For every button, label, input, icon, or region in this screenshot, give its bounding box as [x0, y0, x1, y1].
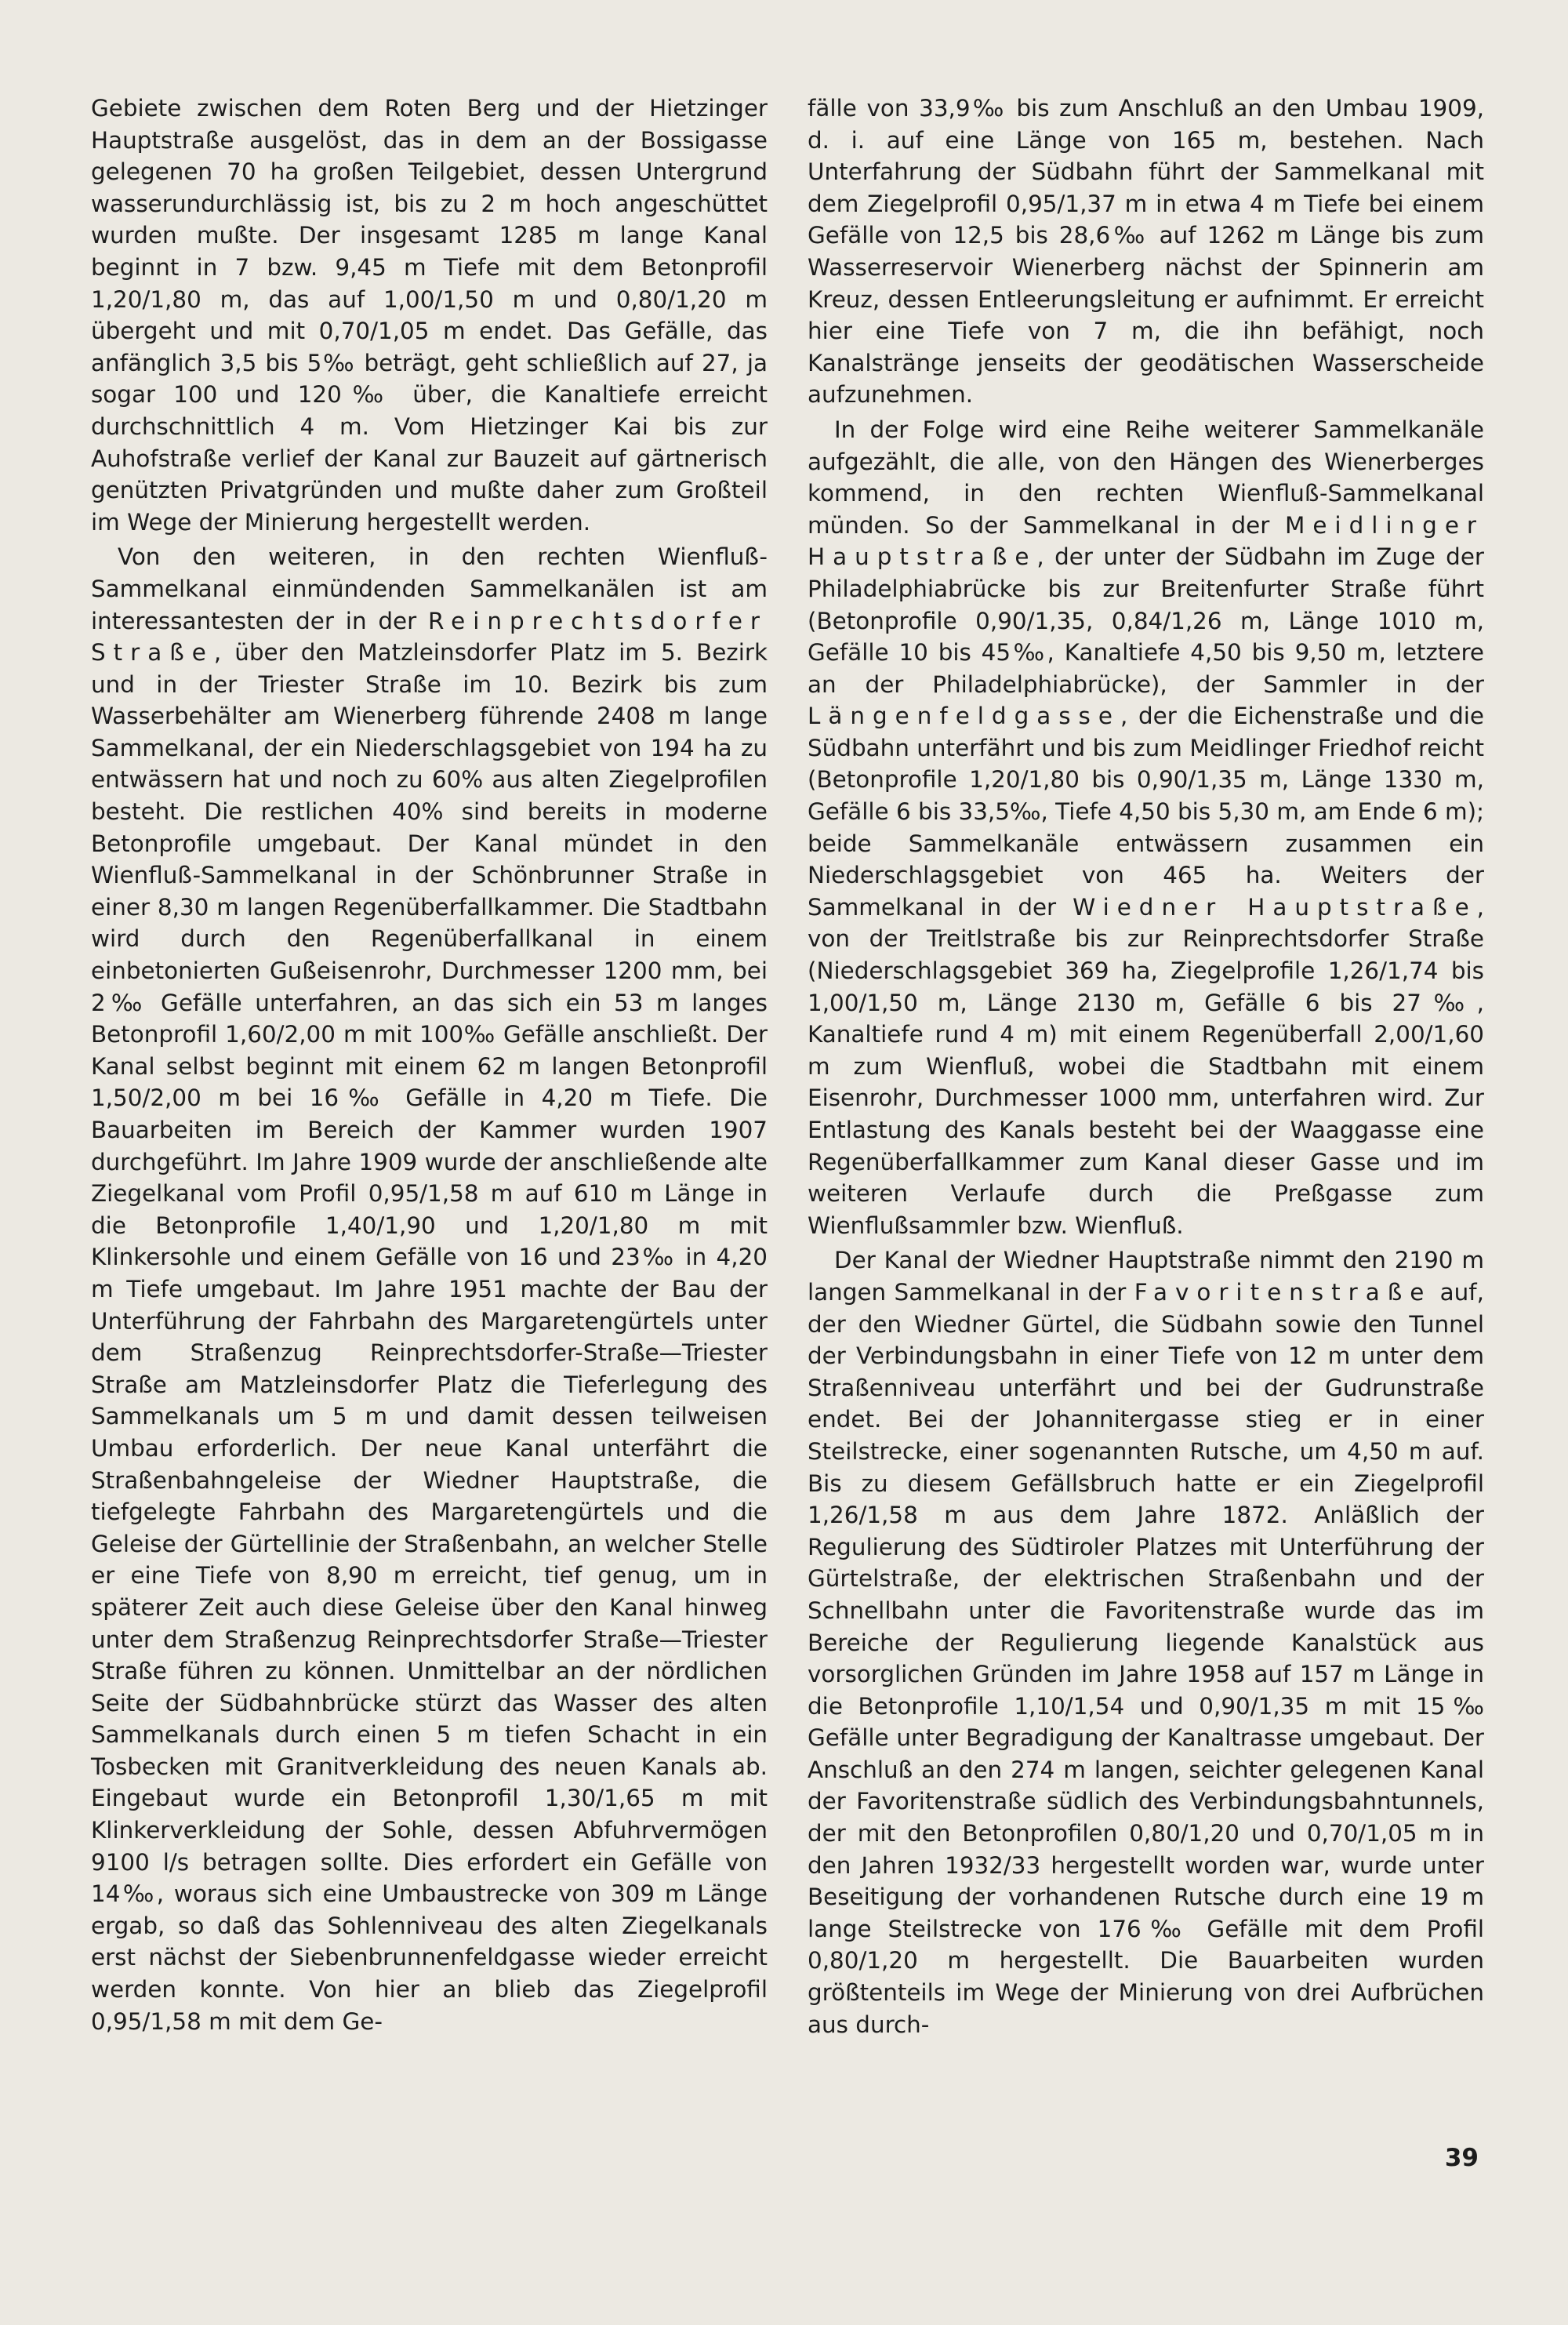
- paragraph-text: In der Folge wird eine Reihe weiterer Sammelkanäle aufgezählt, die alle, von den Hängen des Wienerberges kommend, in den rechten Wienfluß-Sammelkanal münden. So der Sammelkanal in der: [808, 416, 1484, 539]
- paragraph: [808, 1244, 1484, 2040]
- paragraph-text: fälle von 33,9‰ bis zum Anschluß an den Umbau 1909, d. i. auf eine Länge von 165 m, bestehen. Nach Unterfahrung der Südbahn führt der Sammelkanal mit dem Ziegelprofil 0,95/1,37 m in etwa 4 m Tiefe bei einem Gefälle von 12,5 bis 28,6‰ auf 1262 m Länge bis zum Wasserreservoir Wienerberg nächst der Spinnerin am Kreuz, dessen Entleerungsleitung er aufnimmt. Er erreicht hier eine Tiefe von 7 m, die ihn befähigt, noch Kanalstränge jenseits der geodätischen Wasserscheide aufzunehmen.: [808, 95, 1484, 409]
- paragraph-text: auf, der den Wiedner Gürtel, die Südbahn sowie den Tunnel der Verbindungsbahn in einer Tiefe von 12 m unter dem Straßenniveau unterfährt und bei der Gudrunstraße endet. Bei der Johannitergasse stieg er in einer Steilstrecke, einer sogenannten Rutsche, um 4,50 m auf. Bis zu diesem Gefällsbruch hatte er ein Ziegelprofil 1,26/1,58 m aus dem Jahre 1872. Anläßlich der Regulierung des Südtiroler Platzes mit Unterführung der Gürtelstraße, der elektrischen Straßenbahn und der Schnellbahn unter die Favoritenstraße wurde das im Bereiche der Regulierung liegende Kanalstück aus vorsorglichen Gründen im Jahre 1958 auf 157 m Länge in die Betonprofile 1,10/1,54 und 0,90/1,35 m mit 15‰ Gefälle unter Begradigung der Kanaltrasse umgebaut. Der Anschluß an den 274 m langen, seichter gelegenen Kanal der Favoritenstraße südlich des Verbindungsbahntunnels, der mit den Betonprofilen 0,80/1,20 und 0,70/1,05 m in den Jahren 1932/33 hergestellt worden war, wurde unter Beseitigung der vorhandenen Rutsche durch eine 19 m lange Steilstrecke von 176‰ Gefälle mit dem Profil 0,80/1,20 m hergestellt. Die Bauarbeiten wurden größtenteils im Wege der Minierung von drei Aufbrüchen aus durch-: [808, 1278, 1484, 2038]
- paragraph-text: , der die Eichenstraße und die Südbahn unterfährt und bis zum Meidlinger Friedhof reicht (Betonprofile 1,20/1,80 bis 0,90/1,35 m, Länge 1330 m, Gefälle 6 bis 33,5‰, Tiefe 4,50 bis 5,30 m, am Ende 6 m); beide Sammelkanäle entwässern zusammen ein Niederschlagsgebiet von 465 ha. Weiters der Sammelkanal in der: [808, 703, 1484, 921]
- paragraph-text: , der unter der Südbahn im Zuge der Philadelphiabrücke bis zur Breitenfurter Straße führt (Betonprofile 0,90/1,35, 0,84/1,26 m, Länge 1010 m, Gefälle 10 bis 45‰, Kanaltiefe 4,50 bis 9,50 m, letztere an der Philadelphiabrücke), der Sammler in der: [808, 543, 1484, 698]
- paragraph-text: Gebiete zwischen dem Roten Berg und der Hietzinger Hauptstraße ausgelöst, das in dem an der Bossigasse gelegenen 70 ha großen Teilgebiet, dessen Untergrund wasserundurchlässig ist, bis zu 2 m hoch angeschüttet wurden mußte. Der insgesamt 1285 m lange Kanal beginnt in 7 bzw. 9,45 m Tiefe mit dem Betonprofil 1,20/1,80 m, das auf 1,00/1,50 m und 0,80/1,20 m übergeht und mit 0,70/1,05 m endet. Das Gefälle, das anfänglich 3,5 bis 5‰ beträgt, geht schließlich auf 27, ja sogar 100 und 120‰ über, die Kanaltiefe erreicht durchschnittlich 4 m. Vom Hietzinger Kai bis zur Auhofstraße verlief der Kanal zur Bauzeit auf gärtnerisch genützten Privatgründen und mußte daher zum Großteil im Wege der Minierung hergestellt werden.: [91, 95, 768, 536]
- page-number: 39: [1444, 2144, 1479, 2172]
- paragraph-text: , von der Treitlstraße bis zur Reinprechtsdorfer Straße (Niederschlagsgebiet 369 ha, Ziegelprofile 1,26/1,74 bis 1,00/1,50 m, Länge 2130 m, Gefälle 6 bis 27‰, Kanaltiefe rund 4 m) mit einem Regenüberfall 2,00/1,60 m zum Wienfluß, wobei die Stadtbahn mit einem Eisenrohr, Durchmesser 1000 mm, unterfahren wird. Zur Entlastung des Kanals besteht bei der Waaggasse eine Regenüberfallkammer zum Kanal dieser Gasse und im weiteren Verlaufe durch die Preßgasse zum Wienflußsammler bzw. Wienfluß.: [808, 893, 1484, 1239]
- paragraph: [91, 541, 768, 2037]
- emphasized-street-name: Meidlinger Hauptstraße: [808, 511, 1484, 571]
- paragraph: [91, 93, 768, 538]
- paragraph: [808, 93, 1484, 411]
- emphasized-street-name: Wiedner Hauptstraße: [1073, 893, 1477, 921]
- emphasized-street-name: Reinprechtsdorfer Straße: [91, 607, 768, 667]
- emphasized-street-name: Favoritenstraße: [1134, 1278, 1432, 1306]
- emphasized-street-name: Längenfeldgasse: [808, 703, 1120, 730]
- paragraph-text: Von den weiteren, in den rechten Wienfluß-Sammelkanal einmündenden Sammelkanälen ist am interessantesten der in der: [91, 543, 768, 634]
- text-column-left: [91, 93, 768, 2037]
- paragraph-text: Der Kanal der Wiedner Hauptstraße nimmt den 2190 m langen Sammelkanal in der: [808, 1247, 1484, 1306]
- paragraph: [808, 414, 1484, 1241]
- text-column-right: [808, 93, 1484, 2040]
- paragraph-text: , über den Matzleinsdorfer Platz im 5. Bezirk und in der Triester Straße im 10. Bezirk bis zum Wasserbehälter am Wienerberg führende 2408 m lange Sammelkanal, der ein Niederschlagsgebiet von 194 ha zu entwässern hat und noch zu 60% aus alten Ziegelprofilen besteht. Die restlichen 40% sind bereits in moderne Betonprofile umgebaut. Der Kanal mündet in den Wienfluß-Sammelkanal in der Schönbrunner Straße in einer 8,30 m langen Regenüberfallkammer. Die Stadtbahn wird durch den Regenüberfallkanal in einem einbetonierten Gußeisenrohr, Durchmesser 1200 mm, bei 2‰ Gefälle unterfahren, an das sich ein 53 m langes Betonprofil 1,60/2,00 m mit 100‰ Gefälle anschließt. Der Kanal selbst beginnt mit einem 62 m langen Betonprofil 1,50/2,00 m bei 16‰ Gefälle in 4,20 m Tiefe. Die Bauarbeiten im Bereich der Kammer wurden 1907 durchgeführt. Im Jahre 1909 wurde der anschließende alte Ziegelkanal vom Profil 0,95/1,58 m auf 610 m Länge in die Betonprofile 1,40/1,90 und 1,20/1,80 m mit Klinkersohle und einem Gefälle von 16 und 23‰ in 4,20 m Tiefe umgebaut. Im Jahre 1951 machte der Bau der Unterführung der Fahrbahn des Margaretengürtels unter dem Straßenzug Reinprechtsdorfer-Straße—Triester Straße am Matzleinsdorfer Platz die Tieferlegung des Sammelkanals um 5 m und damit dessen teilweisen Umbau erforderlich. Der neue Kanal unterfährt die Straßenbahngeleise der Wiedner Hauptstraße, die tiefgelegte Fahrbahn des Margaretengürtels und die Geleise der Gürtellinie der Straßenbahn, an welcher Stelle er eine Tiefe von 8,90 m erreicht, tief genug, um in späterer Zeit auch diese Geleise über den Kanal hinweg unter dem Straßenzug Reinprechtsdorfer Straße—Triester Straße führen zu können. Unmittelbar an der nördlichen Seite der Südbahnbrücke stürzt das Wasser des alten Sammelkanals durch einen 5 m tiefen Schacht in ein Tosbecken mit Granitverkleidung des neuen Kanals ab. Eingebaut wurde ein Betonprofil 1,30/1,65 m mit Klinkerverkleidung der Sohle, dessen Abfuhrvermögen 9100 l/s betragen sollte. Dies erfordert ein Gefälle von 14‰, woraus sich eine Umbaustrecke von 309 m Länge ergab, so daß das Sohlenniveau des alten Ziegelkanals erst nächst der Siebenbrunnenfeldgasse wieder erreicht werden konnte. Von hier an blieb das Ziegelprofil 0,95/1,58 m mit dem Ge-: [91, 639, 768, 2035]
